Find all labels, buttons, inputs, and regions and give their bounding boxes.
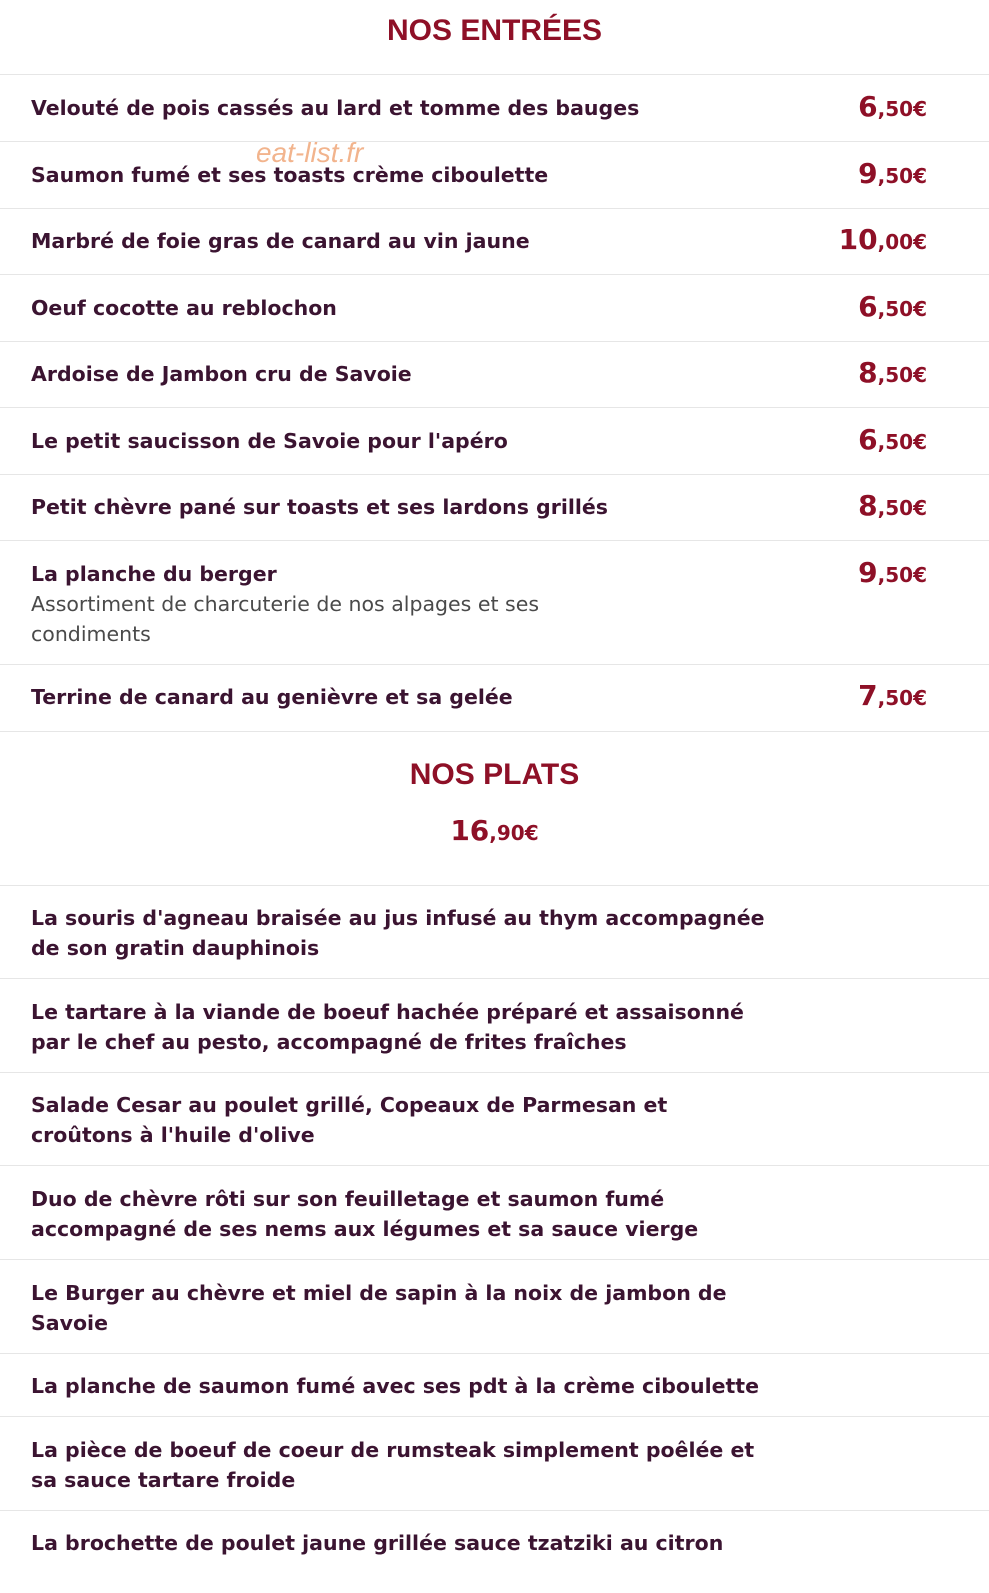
item-name: Le petit saucisson de Savoie pour l'apéro bbox=[31, 429, 508, 453]
item-price: 8,50€ bbox=[858, 356, 927, 389]
menu-item bbox=[31, 1278, 971, 1338]
divider bbox=[0, 664, 989, 665]
divider bbox=[0, 1510, 989, 1511]
item-name: La brochette de poulet jaune grillée sauce tzatziki au citron bbox=[31, 1531, 724, 1555]
item-name: La souris d'agneau braisée au jus infusé au thym accompagnée de son gratin dauphinois bbox=[31, 906, 765, 960]
divider bbox=[0, 1353, 989, 1354]
divider bbox=[0, 1259, 989, 1260]
menu-item bbox=[31, 997, 971, 1057]
item-price: 6,50€ bbox=[858, 423, 927, 456]
menu-item bbox=[31, 226, 971, 256]
divider bbox=[0, 141, 989, 142]
item-name: La pièce de boeuf de coeur de rumsteak simplement poêlée et sa sauce tartare froide bbox=[31, 1438, 755, 1492]
menu-item bbox=[31, 682, 971, 712]
item-price: 8,50€ bbox=[858, 489, 927, 522]
item-price: 9,50€ bbox=[858, 157, 927, 190]
plats-title: NOS PLATS bbox=[409, 758, 580, 791]
divider bbox=[0, 74, 989, 75]
menu-item bbox=[31, 1371, 971, 1401]
item-name: Velouté de pois cassés au lard et tomme des bauges bbox=[31, 96, 640, 120]
divider bbox=[0, 978, 989, 979]
menu-item bbox=[31, 1090, 971, 1150]
item-price: 10,00€ bbox=[838, 223, 927, 256]
divider bbox=[0, 407, 989, 408]
menu-item bbox=[31, 426, 971, 456]
divider bbox=[0, 540, 989, 541]
item-name: Ardoise de Jambon cru de Savoie bbox=[31, 362, 412, 386]
menu-item bbox=[31, 160, 971, 190]
menu-item bbox=[31, 1184, 971, 1244]
item-name: Oeuf cocotte au reblochon bbox=[31, 296, 337, 320]
menu-item bbox=[31, 903, 971, 963]
divider bbox=[0, 341, 989, 342]
watermark: eat-list.fr bbox=[256, 137, 364, 168]
menu-item bbox=[31, 492, 971, 522]
item-price: 6,50€ bbox=[858, 290, 927, 323]
item-name: La planche du berger bbox=[31, 562, 277, 586]
menu-item bbox=[31, 93, 971, 123]
menu-item bbox=[31, 1435, 971, 1495]
divider bbox=[0, 731, 989, 732]
item-description: Assortiment de charcuterie de nos alpages et ses condiments bbox=[31, 592, 539, 646]
item-name: La planche de saumon fumé avec ses pdt à la crème ciboulette bbox=[31, 1374, 760, 1398]
menu-item bbox=[31, 559, 971, 649]
item-price: 7,50€ bbox=[858, 679, 927, 712]
item-name: Le Burger au chèvre et miel de sapin à la noix de jambon de Savoie bbox=[31, 1281, 727, 1335]
item-price: 6,50€ bbox=[858, 90, 927, 123]
divider bbox=[0, 1165, 989, 1166]
item-name: Marbré de foie gras de canard au vin jaune bbox=[31, 229, 530, 253]
divider bbox=[0, 474, 989, 475]
item-name: Salade Cesar au poulet grillé, Copeaux de Parmesan et croûtons à l'huile d'olive bbox=[31, 1093, 668, 1147]
divider bbox=[0, 1416, 989, 1417]
menu-item bbox=[31, 293, 971, 323]
menu-item bbox=[31, 1528, 971, 1558]
entrees-title: NOS ENTRÉES bbox=[386, 14, 603, 47]
item-name: Saumon fumé et ses toasts crème ciboulette bbox=[31, 163, 549, 187]
item-name: Terrine de canard au genièvre et sa gelée bbox=[31, 685, 513, 709]
item-name: Le tartare à la viande de boeuf hachée préparé et assaisonné par le chef au pesto, accompagné de frites fraîches bbox=[31, 1000, 744, 1054]
item-name: Duo de chèvre rôti sur son feuilletage et saumon fumé accompagné de ses nems aux légumes et sa sauce vierge bbox=[31, 1187, 699, 1241]
item-name: Petit chèvre pané sur toasts et ses lardons grillés bbox=[31, 495, 609, 519]
plats-price: 16,90€ bbox=[450, 814, 539, 847]
divider bbox=[0, 208, 989, 209]
menu-item bbox=[31, 359, 971, 389]
divider bbox=[0, 274, 989, 275]
item-price: 9,50€ bbox=[858, 556, 927, 589]
divider bbox=[0, 1072, 989, 1073]
divider bbox=[0, 885, 989, 886]
